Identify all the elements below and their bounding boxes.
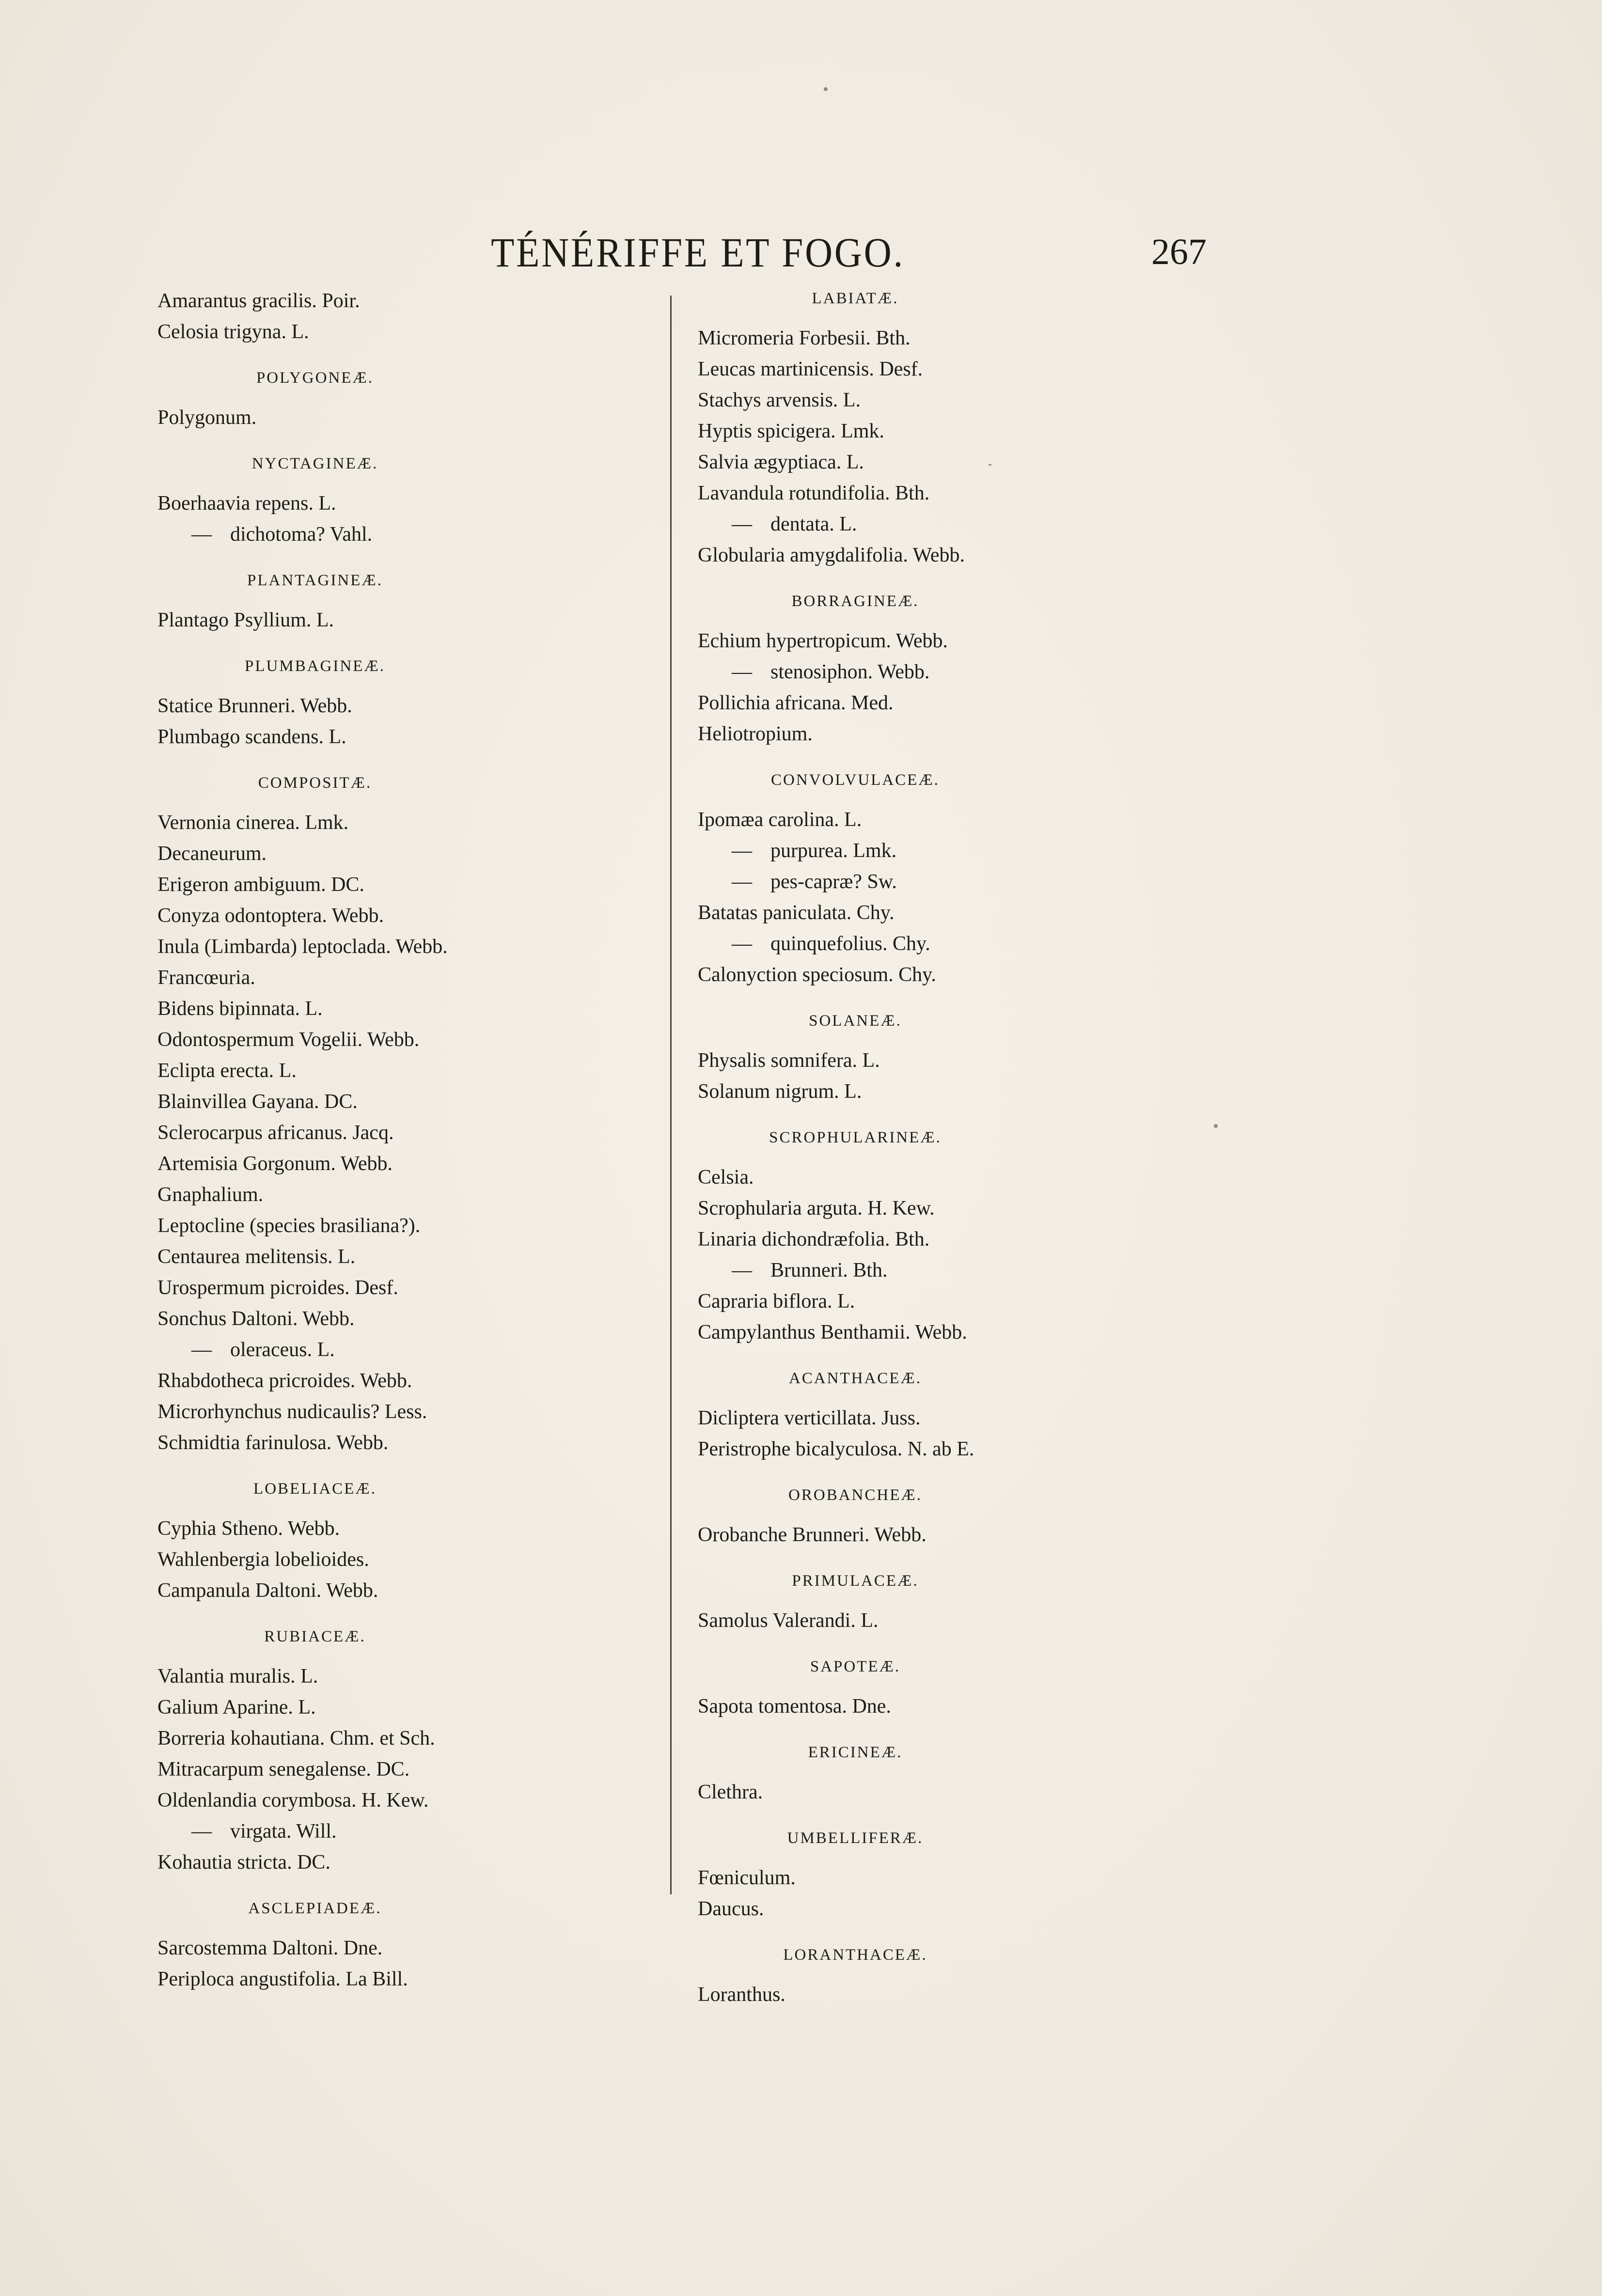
species-entry: Celosia trigyna. L.	[157, 321, 309, 343]
species-entry: Campanula Daltoni. Webb.	[157, 1579, 378, 1602]
species-entry: Plantago Psyllium. L.	[157, 609, 334, 631]
species-entry: Borreria kohautiana. Chm. et Sch.	[157, 1727, 435, 1749]
paper-speck	[824, 87, 828, 91]
species-entry: Kohautia stricta. DC.	[157, 1851, 330, 1874]
species-entry: Bidens bipinnata. L.	[157, 998, 323, 1020]
species-entry: Hyptis spicigera. Lmk.	[698, 420, 884, 442]
species-entry: Schmidtia farinulosa. Webb.	[157, 1432, 389, 1454]
species-entry: Plumbago scandens. L.	[157, 726, 346, 748]
family-heading: SOLANEÆ.	[809, 1012, 902, 1030]
species-entry: Globularia amygdalifolia. Webb.	[698, 544, 965, 566]
family-heading: PRIMULACEÆ.	[792, 1572, 919, 1590]
species-entry: Odontospermum Vogelii. Webb.	[157, 1029, 420, 1051]
species-entry: Polygonum.	[157, 406, 257, 429]
species-entry: Microrhynchus nudicaulis? Less.	[157, 1401, 427, 1423]
species-entry: Salvia ægyptiaca. L.	[698, 451, 864, 473]
family-heading: BORRAGINEÆ.	[791, 593, 919, 610]
species-entry: Centaurea melitensis. L.	[157, 1246, 356, 1268]
species-entry: Capraria biflora. L.	[698, 1290, 855, 1312]
species-entry: Celsia.	[698, 1166, 754, 1188]
species-entry: — Brunneri. Bth.	[698, 1260, 1207, 1281]
species-entry: Campylanthus Benthamii. Webb.	[698, 1321, 967, 1343]
species-entry: Erigeron ambiguum. DC.	[157, 874, 364, 896]
species-entry: — quinquefolius. Chy.	[698, 934, 1207, 954]
species-entry: Daucus.	[698, 1898, 764, 1920]
paper-speck	[989, 464, 991, 466]
species-entry: Sclerocarpus africanus. Jacq.	[157, 1122, 394, 1144]
species-entry: Wahlenbergia lobelioides.	[157, 1548, 369, 1571]
species-entry: — pes-capræ? Sw.	[698, 872, 1207, 892]
species-entry: — stenosiphon. Webb.	[698, 662, 1207, 682]
species-entry: Artemisia Gorgonum. Webb.	[157, 1153, 393, 1175]
species-entry: Periploca angustifolia. La Bill.	[157, 1968, 408, 1990]
species-entry: Dicliptera verticillata. Juss.	[698, 1407, 921, 1429]
species-entry: — virgata. Will.	[157, 1821, 666, 1842]
species-entry: Lavandula rotundifolia. Bth.	[698, 482, 930, 504]
species-entry: Eclipta erecta. L.	[157, 1060, 297, 1082]
species-entry: Francœuria.	[157, 967, 255, 989]
species-entry: Sonchus Daltoni. Webb.	[157, 1308, 355, 1330]
species-entry: Conyza odontoptera. Webb.	[157, 905, 384, 927]
species-entry: Calonyction speciosum. Chy.	[698, 964, 936, 986]
species-entry: Cyphia Stheno. Webb.	[157, 1517, 340, 1540]
family-heading: PLANTAGINEÆ.	[247, 572, 383, 589]
species-entry: Solanum nigrum. L.	[698, 1080, 862, 1103]
species-entry: Decaneurum.	[157, 843, 267, 865]
family-heading: LORANTHACEÆ.	[783, 1946, 927, 1964]
species-entry: Loranthus.	[698, 1984, 785, 2006]
species-entry: Echium hypertropicum. Webb.	[698, 630, 948, 652]
family-heading: SAPOTEÆ.	[810, 1658, 901, 1675]
family-heading: LOBELIACEÆ.	[253, 1480, 377, 1498]
family-heading: RUBIACEÆ.	[264, 1628, 366, 1645]
paper-speck	[1214, 1124, 1218, 1128]
left-column	[157, 291, 666, 2000]
species-entry: — dentata. L.	[698, 514, 1207, 534]
species-entry: Valantia muralis. L.	[157, 1665, 318, 1687]
family-heading: LABIATÆ.	[812, 290, 899, 307]
species-entry: Inula (Limbarda) leptoclada. Webb.	[157, 936, 448, 958]
species-entry: Orobanche Brunneri. Webb.	[698, 1524, 927, 1546]
family-heading: ERICINEÆ.	[808, 1744, 903, 1761]
family-heading: OROBANCHEÆ.	[788, 1486, 922, 1504]
species-entry: Gnaphalium.	[157, 1184, 264, 1206]
species-entry: Micromeria Forbesii. Bth.	[698, 327, 911, 349]
species-entry: Vernonia cinerea. Lmk.	[157, 812, 349, 834]
family-heading: ACANTHACEÆ.	[788, 1370, 922, 1387]
family-heading: NYCTAGINEÆ.	[251, 455, 378, 472]
page-number: 267	[1151, 232, 1207, 272]
family-heading: SCROPHULARINEÆ.	[769, 1129, 942, 1146]
family-heading: UMBELLIFERÆ.	[787, 1829, 924, 1847]
species-entry: Leptocline (species brasiliana?).	[157, 1215, 421, 1237]
species-entry: Leucas martinicensis. Desf.	[698, 358, 923, 380]
family-heading: PLUMBAGINEÆ.	[245, 657, 385, 675]
family-heading: POLYGONEÆ.	[256, 369, 374, 387]
right-column	[698, 291, 1207, 2015]
species-entry: Samolus Valerandi. L.	[698, 1609, 879, 1632]
species-entry: Peristrophe bicalyculosa. N. ab E.	[698, 1438, 974, 1460]
species-entry: Oldenlandia corymbosa. H. Kew.	[157, 1789, 429, 1812]
species-entry: Fœniculum.	[698, 1867, 796, 1889]
species-entry: Galium Aparine. L.	[157, 1696, 316, 1718]
species-entry: Pollichia africana. Med.	[698, 692, 894, 714]
species-entry: Batatas paniculata. Chy.	[698, 902, 895, 924]
species-entry: Clethra.	[698, 1781, 763, 1803]
species-entry: Blainvillea Gayana. DC.	[157, 1091, 358, 1113]
species-entry: Linaria dichondræfolia. Bth.	[698, 1228, 930, 1250]
species-entry: Boerhaavia repens. L.	[157, 492, 336, 515]
running-title: TÉNÉRIFFE ET FOGO.	[491, 229, 905, 276]
species-entry: Rhabdotheca pricroides. Webb.	[157, 1370, 412, 1392]
species-entry: Sapota tomentosa. Dne.	[698, 1695, 891, 1718]
species-entry: Stachys arvensis. L.	[698, 389, 861, 411]
family-heading: ASCLEPIADEÆ.	[248, 1900, 382, 1917]
species-entry: — purpurea. Lmk.	[698, 841, 1207, 861]
species-entry: — dichotoma? Vahl.	[157, 524, 666, 545]
family-heading: COMPOSITÆ.	[258, 774, 372, 792]
species-entry: Ipomæa carolina. L.	[698, 809, 862, 831]
family-heading: CONVOLVULACEÆ.	[771, 771, 940, 789]
column-divider	[670, 296, 672, 1894]
species-entry: Physalis somnifera. L.	[698, 1049, 880, 1072]
species-entry: — oleraceus. L.	[157, 1340, 666, 1360]
species-entry: Heliotropium.	[698, 723, 813, 745]
species-entry: Scrophularia arguta. H. Kew.	[698, 1197, 935, 1219]
species-entry: Amarantus gracilis. Poir.	[157, 290, 360, 312]
species-entry: Urospermum picroides. Desf.	[157, 1277, 398, 1299]
species-entry: Statice Brunneri. Webb.	[157, 695, 352, 717]
species-entry: Sarcostemma Daltoni. Dne.	[157, 1937, 383, 1959]
species-entry: Mitracarpum senegalense. DC.	[157, 1758, 410, 1781]
